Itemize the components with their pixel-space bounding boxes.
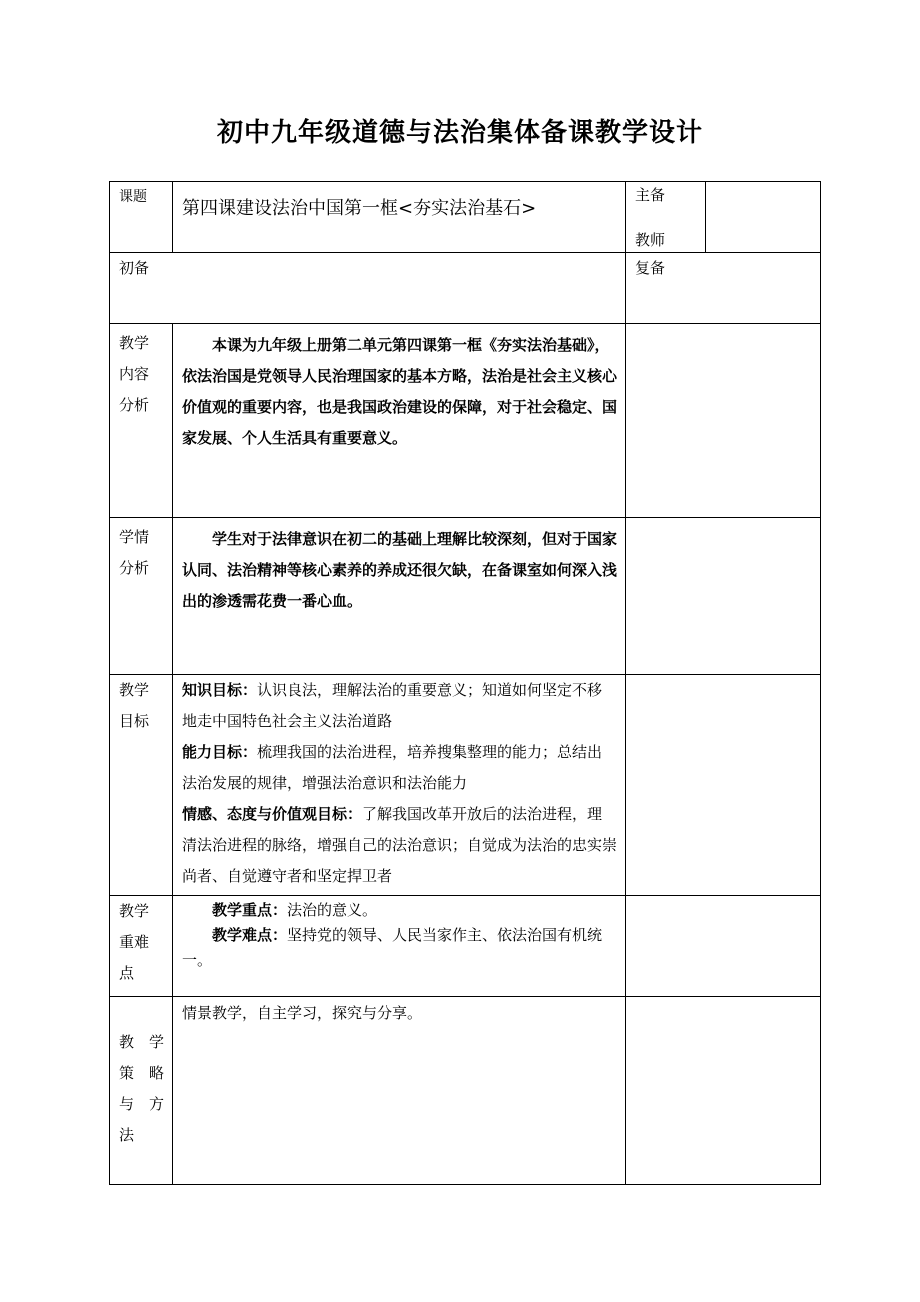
student-analysis-review [626, 518, 821, 675]
focus-line [182, 898, 617, 923]
student-analysis-text [173, 518, 626, 675]
content-analysis-text [173, 324, 626, 518]
label-line [119, 1027, 164, 1058]
topic-label: 课题 [110, 182, 173, 253]
student-analysis-row [110, 518, 821, 675]
label-line: 分析 [119, 396, 150, 414]
difficulty-heading: 教学难点： [212, 926, 288, 944]
label-line: 学情 [119, 528, 150, 546]
label-line: 教学 [119, 681, 150, 699]
label-line: 教学 [119, 902, 150, 920]
goal-heading: 知识目标： [182, 681, 258, 699]
label-line: 点 [119, 964, 135, 982]
prep-row [110, 253, 821, 324]
paragraph: 本课为九年级上册第二单元第四课第一框《夯实法治基础》，依法治国是党领导人民治理国家的基本方略，法治是社会主义核心价值观的重要内容，也是我国政治建设的保障，对于社会稳定、国家发展、个人生活具有重要意义。 [182, 336, 618, 447]
focus-heading: 教学重点： [212, 901, 288, 919]
review-prep-label: 复备 [626, 253, 821, 324]
topic-value: 第四课建设法治中国第一框<夯实法治基石> [173, 182, 626, 253]
key-points-text [173, 896, 626, 997]
difficulty-text: 坚持党的领导、人民当家作主、依法治国有机统一。 [182, 926, 603, 969]
lesson-plan-table [109, 181, 821, 1185]
page-title: 初中九年级道德与法治集体备课教学设计 [216, 118, 703, 148]
teacher-label-line2: 教师 [635, 231, 666, 249]
content-analysis-review [626, 324, 821, 518]
strategy-text: 情景教学，自主学习，探究与分享。 [173, 997, 626, 1185]
label-line: 内容 [119, 365, 150, 383]
goals-review [626, 675, 821, 896]
label-char: 法 [119, 1126, 135, 1144]
teacher-label [626, 182, 706, 253]
label-line: 教学 [119, 334, 150, 352]
student-analysis-label [110, 518, 173, 675]
label-line [119, 1058, 164, 1089]
topic-row [110, 182, 821, 253]
emotion-goal [182, 799, 617, 892]
ability-goal [182, 737, 617, 799]
goals-row [110, 675, 821, 896]
teacher-label-line1: 主备 [635, 186, 666, 204]
label-line: 目标 [119, 712, 150, 730]
label-line [119, 1089, 164, 1120]
content-analysis-row [110, 324, 821, 518]
focus-text: 法治的意义。 [287, 901, 378, 919]
difficulty-line [182, 923, 617, 973]
strategy-review [626, 997, 821, 1185]
key-points-row [110, 896, 821, 997]
label-char: 教 [119, 1033, 135, 1051]
goal-heading: 情感、态度与价值观目标： [182, 805, 363, 823]
goal-heading: 能力目标： [182, 743, 258, 761]
key-points-review [626, 896, 821, 997]
strategy-row [110, 997, 821, 1185]
paragraph: 学生对于法律意识在初二的基础上理解比较深刻，但对于国家认同、法治精神等核心素养的养成还很欠缺，在备课室如何深入浅出的渗透需花费一番心血。 [182, 530, 618, 610]
first-prep-label: 初备 [110, 253, 626, 324]
goals-label [110, 675, 173, 896]
goal-text: 了解我国改革开放后的法治进程，理清法治进程的脉络，增强自己的法治意识；自觉成为法治的忠实崇尚者、自觉遵守者和坚定捍卫者 [182, 805, 618, 885]
label-char: 与 [119, 1095, 135, 1113]
content-analysis-label [110, 324, 173, 518]
goal-text: 梳理我国的法治进程，培养搜集整理的能力；总结出法治发展的规律，增强法治意识和法治能力 [182, 743, 603, 792]
strategy-label [110, 997, 173, 1185]
key-points-label [110, 896, 173, 997]
knowledge-goal [182, 675, 617, 737]
teacher-value [706, 182, 821, 253]
label-line [119, 1120, 164, 1151]
goal-text: 认识良法，理解法治的重要意义；知道如何坚定不移地走中国特色社会主义法治道路 [182, 681, 603, 730]
label-line: 分析 [119, 559, 150, 577]
goals-text [173, 675, 626, 896]
label-char: 方 [148, 1095, 164, 1113]
label-line: 重难 [119, 933, 150, 951]
label-char: 略 [148, 1064, 164, 1082]
label-char: 策 [119, 1064, 135, 1082]
label-char: 学 [148, 1033, 164, 1051]
